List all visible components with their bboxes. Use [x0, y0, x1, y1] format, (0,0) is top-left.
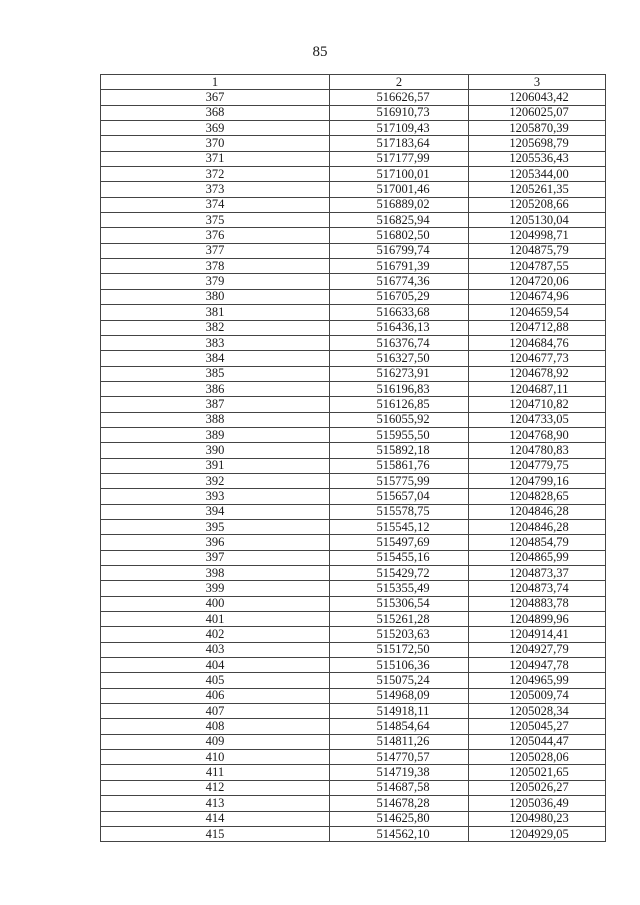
point-number-cell: 378 [101, 259, 330, 274]
x-coordinate-cell: 516436,13 [330, 320, 469, 335]
x-coordinate-cell: 516626,57 [330, 90, 469, 105]
x-coordinate-cell: 514918,11 [330, 704, 469, 719]
table-row [101, 750, 606, 765]
point-number-cell: 379 [101, 274, 330, 289]
y-coordinate-cell: 1204828,65 [469, 489, 606, 504]
y-coordinate-cell: 1206025,07 [469, 105, 606, 120]
table-row [101, 704, 606, 719]
y-coordinate-cell: 1205044,47 [469, 734, 606, 749]
x-coordinate-cell: 514625,80 [330, 811, 469, 826]
table-row [101, 366, 606, 381]
x-coordinate-cell: 515355,49 [330, 581, 469, 596]
table-header-row [101, 75, 606, 90]
x-coordinate-cell: 515775,99 [330, 473, 469, 488]
table-row [101, 642, 606, 657]
x-coordinate-cell: 516889,02 [330, 197, 469, 212]
table-row [101, 473, 606, 488]
point-number-cell: 384 [101, 351, 330, 366]
y-coordinate-cell: 1204927,79 [469, 642, 606, 657]
x-coordinate-cell: 515861,76 [330, 458, 469, 473]
point-number-cell: 394 [101, 504, 330, 519]
y-coordinate-cell: 1205130,04 [469, 213, 606, 228]
point-number-cell: 399 [101, 581, 330, 596]
x-coordinate-cell: 515306,54 [330, 596, 469, 611]
table-row [101, 443, 606, 458]
point-number-cell: 386 [101, 381, 330, 396]
x-coordinate-cell: 515429,72 [330, 566, 469, 581]
table-row [101, 719, 606, 734]
x-coordinate-cell: 515578,75 [330, 504, 469, 519]
table-row [101, 458, 606, 473]
y-coordinate-cell: 1204712,88 [469, 320, 606, 335]
table-row [101, 811, 606, 826]
table-row [101, 658, 606, 673]
y-coordinate-cell: 1204980,23 [469, 811, 606, 826]
table-row [101, 765, 606, 780]
x-coordinate-cell: 514719,38 [330, 765, 469, 780]
y-coordinate-cell: 1204947,78 [469, 658, 606, 673]
point-number-cell: 372 [101, 167, 330, 182]
point-number-cell: 376 [101, 228, 330, 243]
x-coordinate-cell: 516802,50 [330, 228, 469, 243]
y-coordinate-cell: 1205026,27 [469, 780, 606, 795]
point-number-cell: 401 [101, 612, 330, 627]
y-coordinate-cell: 1204687,11 [469, 381, 606, 396]
table-row [101, 259, 606, 274]
x-coordinate-cell: 516327,50 [330, 351, 469, 366]
x-coordinate-cell: 514968,09 [330, 688, 469, 703]
y-coordinate-cell: 1204875,79 [469, 243, 606, 258]
y-coordinate-cell: 1204720,06 [469, 274, 606, 289]
y-coordinate-cell: 1204779,75 [469, 458, 606, 473]
y-coordinate-cell: 1205208,66 [469, 197, 606, 212]
x-coordinate-cell: 514687,58 [330, 780, 469, 795]
point-number-cell: 367 [101, 90, 330, 105]
table-body [101, 90, 606, 842]
x-coordinate-cell: 516705,29 [330, 289, 469, 304]
point-number-cell: 390 [101, 443, 330, 458]
y-coordinate-cell: 1204659,54 [469, 305, 606, 320]
x-coordinate-cell: 514854,64 [330, 719, 469, 734]
y-coordinate-cell: 1205045,27 [469, 719, 606, 734]
y-coordinate-cell: 1204914,41 [469, 627, 606, 642]
y-coordinate-cell: 1204899,96 [469, 612, 606, 627]
column-header-point-number: 1 [101, 75, 330, 90]
y-coordinate-cell: 1205698,79 [469, 136, 606, 151]
y-coordinate-cell: 1204965,99 [469, 673, 606, 688]
y-coordinate-cell: 1205536,43 [469, 151, 606, 166]
table-row [101, 335, 606, 350]
table-row [101, 826, 606, 841]
table-row [101, 105, 606, 120]
x-coordinate-cell: 515892,18 [330, 443, 469, 458]
y-coordinate-cell: 1204677,73 [469, 351, 606, 366]
point-number-cell: 375 [101, 213, 330, 228]
table-row [101, 182, 606, 197]
column-header-y: 3 [469, 75, 606, 90]
point-number-cell: 395 [101, 519, 330, 534]
table-row [101, 151, 606, 166]
table-row [101, 734, 606, 749]
x-coordinate-cell: 517100,01 [330, 167, 469, 182]
x-coordinate-cell: 516799,74 [330, 243, 469, 258]
x-coordinate-cell: 515075,24 [330, 673, 469, 688]
point-number-cell: 373 [101, 182, 330, 197]
point-number-cell: 380 [101, 289, 330, 304]
x-coordinate-cell: 517177,99 [330, 151, 469, 166]
y-coordinate-cell: 1204787,55 [469, 259, 606, 274]
y-coordinate-cell: 1204854,79 [469, 535, 606, 550]
table-row [101, 673, 606, 688]
x-coordinate-cell: 515172,50 [330, 642, 469, 657]
x-coordinate-cell: 516633,68 [330, 305, 469, 320]
point-number-cell: 393 [101, 489, 330, 504]
point-number-cell: 398 [101, 566, 330, 581]
point-number-cell: 414 [101, 811, 330, 826]
x-coordinate-cell: 515261,28 [330, 612, 469, 627]
y-coordinate-cell: 1205870,39 [469, 121, 606, 136]
table-row [101, 121, 606, 136]
y-coordinate-cell: 1204678,92 [469, 366, 606, 381]
x-coordinate-cell: 516791,39 [330, 259, 469, 274]
y-coordinate-cell: 1205028,34 [469, 704, 606, 719]
y-coordinate-cell: 1205009,74 [469, 688, 606, 703]
point-number-cell: 405 [101, 673, 330, 688]
y-coordinate-cell: 1204873,74 [469, 581, 606, 596]
x-coordinate-cell: 514770,57 [330, 750, 469, 765]
table-row [101, 627, 606, 642]
point-number-cell: 415 [101, 826, 330, 841]
table-row [101, 427, 606, 442]
point-number-cell: 409 [101, 734, 330, 749]
point-number-cell: 388 [101, 412, 330, 427]
x-coordinate-cell: 515545,12 [330, 519, 469, 534]
point-number-cell: 400 [101, 596, 330, 611]
table-row [101, 796, 606, 811]
x-coordinate-cell: 516376,74 [330, 335, 469, 350]
point-number-cell: 387 [101, 397, 330, 412]
table-row [101, 136, 606, 151]
point-number-cell: 407 [101, 704, 330, 719]
table-row [101, 289, 606, 304]
y-coordinate-cell: 1206043,42 [469, 90, 606, 105]
x-coordinate-cell: 516825,94 [330, 213, 469, 228]
y-coordinate-cell: 1204883,78 [469, 596, 606, 611]
y-coordinate-cell: 1204799,16 [469, 473, 606, 488]
x-coordinate-cell: 517109,43 [330, 121, 469, 136]
table-row [101, 90, 606, 105]
point-number-cell: 374 [101, 197, 330, 212]
x-coordinate-cell: 515497,69 [330, 535, 469, 550]
point-number-cell: 385 [101, 366, 330, 381]
table-row [101, 596, 606, 611]
point-number-cell: 410 [101, 750, 330, 765]
x-coordinate-cell: 514562,10 [330, 826, 469, 841]
point-number-cell: 377 [101, 243, 330, 258]
point-number-cell: 369 [101, 121, 330, 136]
point-number-cell: 406 [101, 688, 330, 703]
table-row [101, 213, 606, 228]
table-row [101, 305, 606, 320]
table-row [101, 688, 606, 703]
x-coordinate-cell: 514678,28 [330, 796, 469, 811]
y-coordinate-cell: 1204846,28 [469, 519, 606, 534]
table-row [101, 504, 606, 519]
x-coordinate-cell: 515955,50 [330, 427, 469, 442]
table-row [101, 381, 606, 396]
point-number-cell: 403 [101, 642, 330, 657]
x-coordinate-cell: 517001,46 [330, 182, 469, 197]
point-number-cell: 370 [101, 136, 330, 151]
point-number-cell: 404 [101, 658, 330, 673]
y-coordinate-cell: 1204865,99 [469, 550, 606, 565]
column-header-x: 2 [330, 75, 469, 90]
table-row [101, 197, 606, 212]
y-coordinate-cell: 1204733,05 [469, 412, 606, 427]
point-number-cell: 413 [101, 796, 330, 811]
y-coordinate-cell: 1205261,35 [469, 182, 606, 197]
point-number-cell: 412 [101, 780, 330, 795]
table-row [101, 320, 606, 335]
y-coordinate-cell: 1205344,00 [469, 167, 606, 182]
y-coordinate-cell: 1205036,49 [469, 796, 606, 811]
table-row [101, 550, 606, 565]
x-coordinate-cell: 516126,85 [330, 397, 469, 412]
x-coordinate-cell: 514811,26 [330, 734, 469, 749]
point-number-cell: 382 [101, 320, 330, 335]
point-number-cell: 408 [101, 719, 330, 734]
x-coordinate-cell: 515203,63 [330, 627, 469, 642]
table-row [101, 519, 606, 534]
table-row [101, 612, 606, 627]
y-coordinate-cell: 1205021,65 [469, 765, 606, 780]
y-coordinate-cell: 1204780,83 [469, 443, 606, 458]
table-row [101, 167, 606, 182]
y-coordinate-cell: 1204710,82 [469, 397, 606, 412]
x-coordinate-cell: 515455,16 [330, 550, 469, 565]
table-row [101, 228, 606, 243]
coordinates-table [100, 74, 606, 842]
x-coordinate-cell: 516273,91 [330, 366, 469, 381]
table-row [101, 412, 606, 427]
y-coordinate-cell: 1204846,28 [469, 504, 606, 519]
table-row [101, 780, 606, 795]
table-row [101, 535, 606, 550]
point-number-cell: 397 [101, 550, 330, 565]
point-number-cell: 389 [101, 427, 330, 442]
point-number-cell: 411 [101, 765, 330, 780]
table-row [101, 351, 606, 366]
table-row [101, 581, 606, 596]
point-number-cell: 381 [101, 305, 330, 320]
point-number-cell: 396 [101, 535, 330, 550]
x-coordinate-cell: 515657,04 [330, 489, 469, 504]
y-coordinate-cell: 1204929,05 [469, 826, 606, 841]
page-number: 85 [312, 44, 328, 60]
point-number-cell: 392 [101, 473, 330, 488]
x-coordinate-cell: 516774,36 [330, 274, 469, 289]
x-coordinate-cell: 515106,36 [330, 658, 469, 673]
x-coordinate-cell: 517183,64 [330, 136, 469, 151]
point-number-cell: 383 [101, 335, 330, 350]
point-number-cell: 402 [101, 627, 330, 642]
x-coordinate-cell: 516196,83 [330, 381, 469, 396]
x-coordinate-cell: 516055,92 [330, 412, 469, 427]
y-coordinate-cell: 1205028,06 [469, 750, 606, 765]
table-row [101, 489, 606, 504]
table-row [101, 243, 606, 258]
table-row [101, 397, 606, 412]
y-coordinate-cell: 1204873,37 [469, 566, 606, 581]
point-number-cell: 391 [101, 458, 330, 473]
table-row [101, 566, 606, 581]
y-coordinate-cell: 1204684,76 [469, 335, 606, 350]
x-coordinate-cell: 516910,73 [330, 105, 469, 120]
y-coordinate-cell: 1204674,96 [469, 289, 606, 304]
table-row [101, 274, 606, 289]
point-number-cell: 368 [101, 105, 330, 120]
y-coordinate-cell: 1204768,90 [469, 427, 606, 442]
point-number-cell: 371 [101, 151, 330, 166]
y-coordinate-cell: 1204998,71 [469, 228, 606, 243]
